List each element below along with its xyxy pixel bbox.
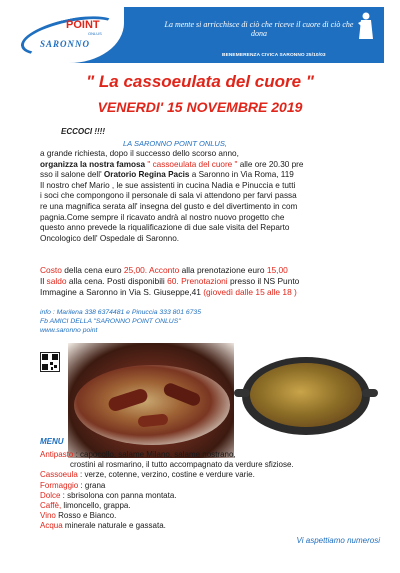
menu-item: crostini al rosmarino, il tutto accompagnato da verdure sfiziose.	[70, 460, 294, 470]
contact-phones: info : Marilena 338 6374481 e Pinuccia 333 801 6735	[40, 309, 201, 316]
cassoeula-plate-photo	[68, 343, 236, 458]
contacts	[40, 308, 300, 335]
cost-line: Immagine a Saronno in Via S. Giuseppe,41 (giovedì dalle 15 alle 18 )	[40, 287, 297, 297]
menu-item: Acqua minerale naturale e gassata.	[40, 521, 166, 531]
intro-line: Il nostro chef Mario , le sue assistenti in cucina Nadia e Pinuccia e tutti	[40, 180, 296, 190]
intro-line: i soci che compongono il personale di sala vi attendono per farvi passa	[40, 191, 297, 201]
menu-list	[40, 450, 380, 532]
intro-paragraph	[40, 149, 380, 244]
qr-code-icon	[40, 352, 60, 372]
intro-line: sso il salone dell' Oratorio Regina Pacis a Saronno in Via Roma, 119	[40, 170, 294, 180]
intro-line: questo anno prevede la riqualificazione di due sale visita del Reparto	[40, 223, 290, 233]
cost-line: Costo della cena euro 25,00. Acconto alla prenotazione euro 15,00	[40, 265, 288, 275]
logo-saronno-text: SARONNO	[40, 39, 91, 49]
header-banner	[14, 7, 384, 63]
menu-item: Formaggio : grana	[40, 480, 106, 490]
cost-section	[40, 265, 380, 298]
event-title: " La cassoeulata del cuore "	[86, 72, 314, 91]
closing-text: Vi aspettiamo numerosi	[296, 536, 380, 545]
menu-item: Dolce : sbrisolona con panna montata.	[40, 490, 177, 500]
intro-line: organizza la nostra famosa " cassoeulata del cuore " alle ore 20.30 pre	[40, 159, 304, 169]
website-link[interactable]: www.saronno point	[40, 327, 98, 334]
intro-line: a grande richiesta, dopo il successo dello scorso anno,	[40, 149, 239, 158]
facebook-link[interactable]: Fb AMICI DELLA "SARONNO POINT ONLUS"	[40, 318, 181, 325]
cassoeula-pan-photo	[234, 343, 378, 458]
logo-swoosh-icon	[18, 9, 123, 63]
event-date: VENERDI' 15 NOVEMBRE 2019	[97, 99, 303, 115]
motto: La mente si arricchisce di ciò che riceve il cuore di ciò che dona	[164, 20, 354, 38]
menu-title: MENU	[40, 437, 64, 446]
intro-line: Oncologico dell' Ospedale di Saronno.	[40, 233, 180, 243]
logo-point-text: POINT	[66, 19, 100, 31]
intro-line: pagnia.Come sempre il ricavato andrà al nostro nuovo progetto che	[40, 212, 285, 222]
honor-text: BENEMERENZA CIVICA SARONNO 25/10/03	[222, 53, 326, 58]
cost-line: Il saldo alla cena. Posti disponibili 60. Prenotazioni presso il NS Punto	[40, 276, 300, 286]
menu-item: Antipasto : capocollo, salame Milano, salame nostrano,	[40, 450, 236, 459]
intro-line: re una magnifica serata all' insegna del gusto e del divertimento in com	[40, 201, 298, 211]
event-name-inline: " cassoeulata del cuore "	[147, 159, 238, 169]
intro-exclaim: ECCOCI !!!!	[61, 127, 105, 136]
logo-onlus-text: ONLUS	[88, 31, 102, 36]
menu-item: Vino Rosso e Bianco.	[40, 511, 117, 521]
menu-item: Cassoeula : verze, cotenne, verzino, costine e verdure varie.	[40, 470, 255, 480]
menu-item: Caffè, limoncello, grappa.	[40, 501, 131, 511]
org-name: LA SARONNO POINT ONLUS,	[123, 139, 227, 148]
logo	[14, 7, 124, 63]
statue-icon	[354, 11, 378, 41]
venue-name: Oratorio Regina Pacis	[103, 170, 190, 180]
